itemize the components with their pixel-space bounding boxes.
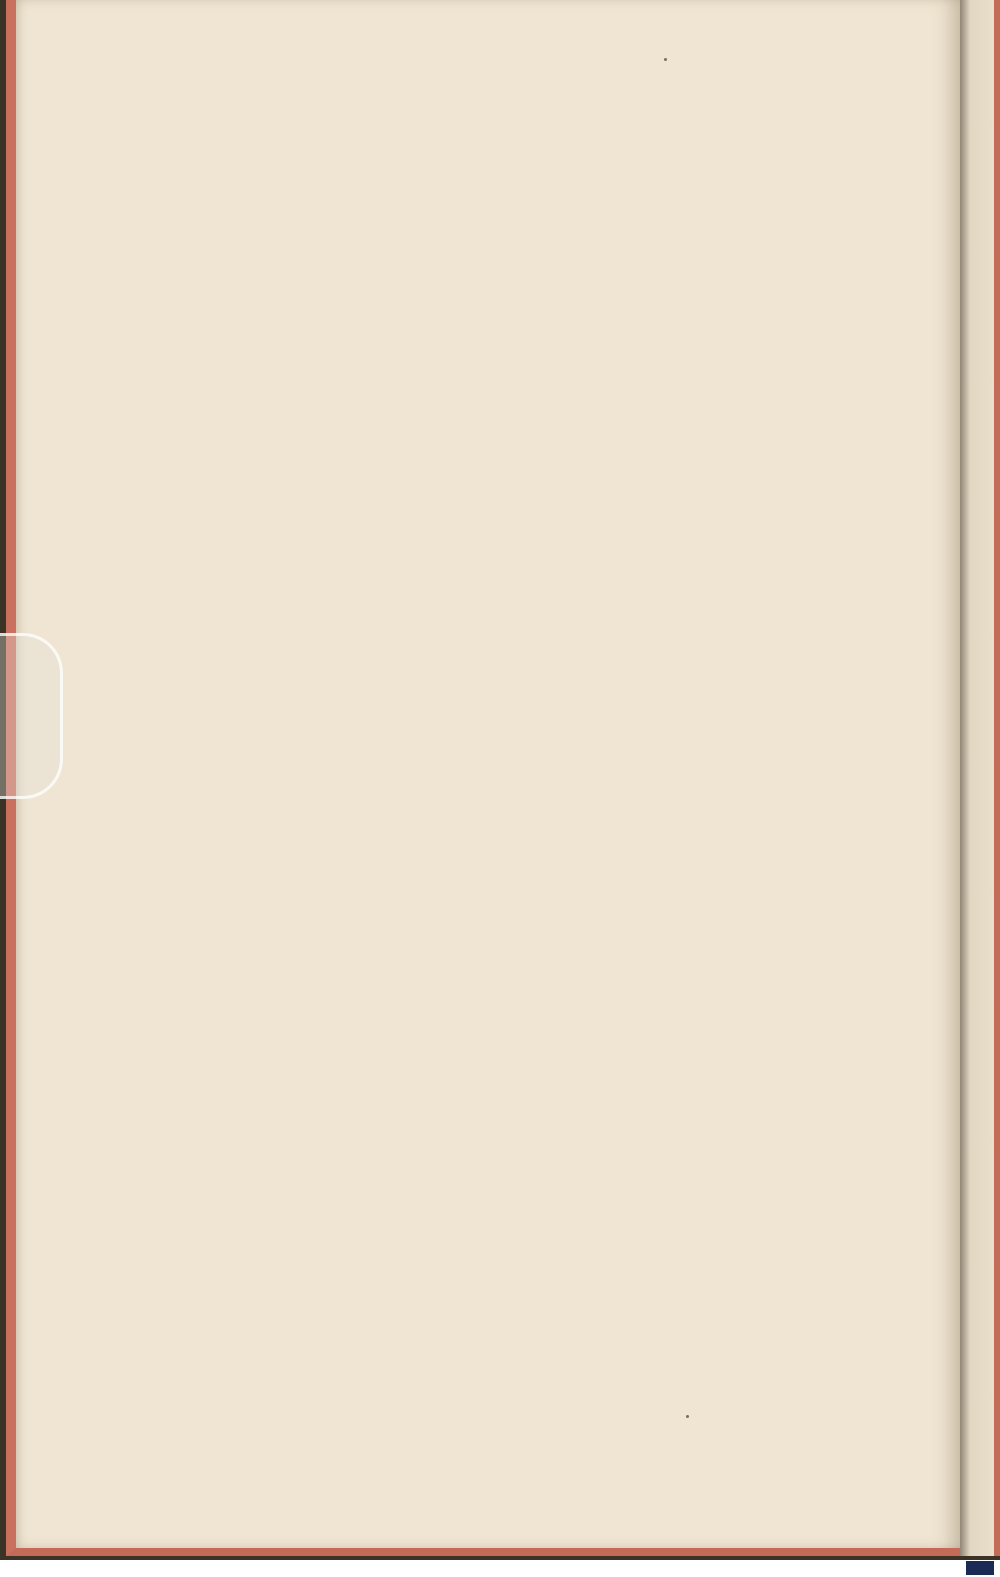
page-clip [0, 633, 63, 799]
left-page [6, 0, 961, 1556]
dfg-logo [966, 1561, 994, 1575]
text-column [163, 136, 883, 203]
footer-bar [0, 1560, 1000, 1577]
facing-page-edge [960, 0, 1000, 1556]
verse-line [163, 159, 883, 203]
paragraph-gap [163, 136, 883, 159]
speck [664, 58, 667, 61]
speck [686, 1415, 689, 1418]
